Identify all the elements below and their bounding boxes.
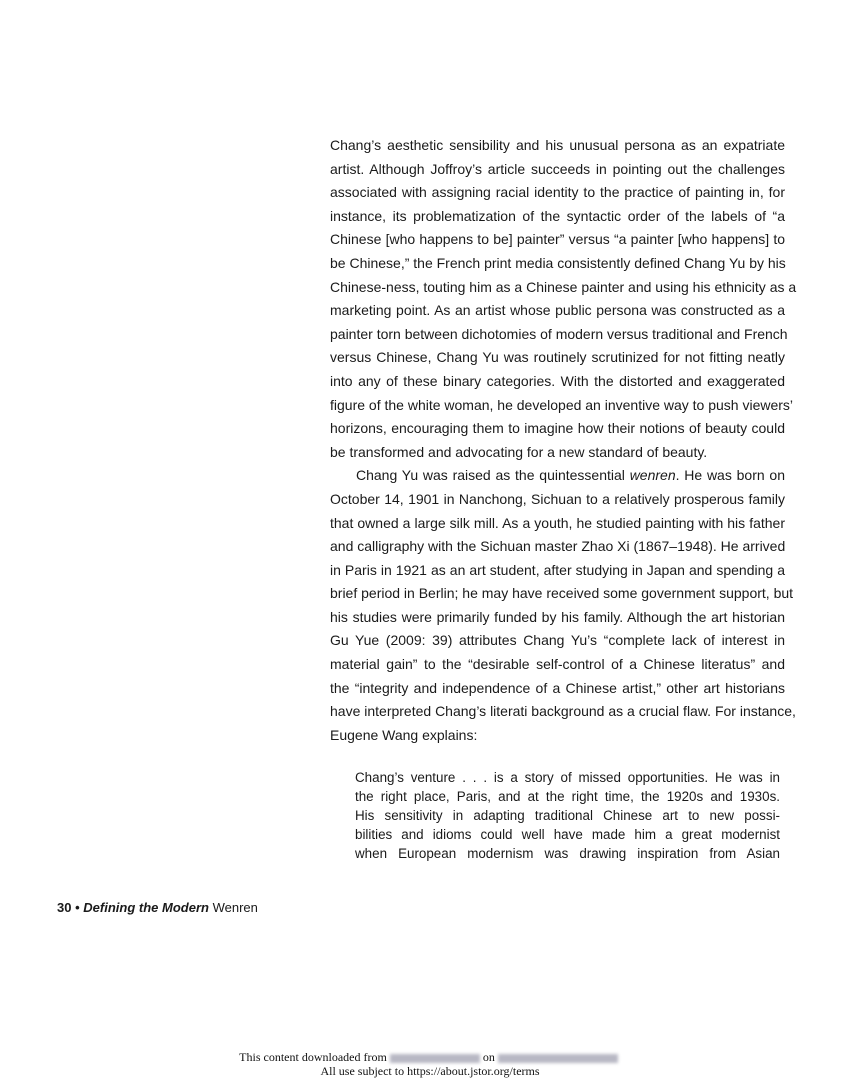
text-line: Chinese [who happens to be] painter” versus “a painter [who happens] to xyxy=(330,231,785,248)
paragraph-2 xyxy=(330,464,796,747)
redacted-date xyxy=(498,1054,618,1063)
text: This content downloaded from xyxy=(239,1050,387,1064)
text-line: the “integrity and independence of a Chinese artist,” other art historians xyxy=(330,679,785,696)
text-line: horizons, encouraging them to imagine how their notions of beauty could xyxy=(330,420,785,437)
text-line: Chang’s aesthetic sensibility and his unusual persona as an expatriate xyxy=(330,137,785,153)
text-line: artist. Although Joffroy’s article succeeds in pointing out the challenges xyxy=(330,160,785,177)
redacted-ip xyxy=(390,1054,480,1063)
text-line: Chang’s venture . . . is a story of missed opportunities. He was in xyxy=(355,770,780,785)
running-title-italic: Defining the Modern xyxy=(83,900,209,915)
text-line: the right place, Paris, and at the right time, the 1920s and 1930s. xyxy=(355,789,780,804)
paragraph-2-first-line xyxy=(330,464,785,488)
text-line: in Paris in 1921 as an art student, after studying in Japan and spending a xyxy=(330,561,785,578)
text-line: be transformed and advocating for a new standard of beauty. xyxy=(330,443,708,460)
text-line: bilities and idioms could well have made him a great modernist xyxy=(355,827,780,842)
text-line: instance, its problematization of the syntactic order of the labels of “a xyxy=(330,207,785,224)
text-line: Chinese-ness, touting him as a Chinese painter and using his ethnicity as a xyxy=(330,278,797,295)
text-line: when European modernism was drawing inspiration from Asian xyxy=(355,846,780,861)
main-body-text xyxy=(330,134,797,747)
text-line: figure of the white woman, he developed an inventive way to push viewers’ xyxy=(330,396,794,413)
text-line: into any of these binary categories. With the distorted and exaggerated xyxy=(330,372,785,389)
text-line: Gu Yue (2009: 39) attributes Chang Yu’s “complete lack of interest in xyxy=(330,632,785,649)
text-line: October 14, 1901 in Nanchong, Sichuan to a relatively prosperous family xyxy=(330,490,785,507)
text-line: his studies were primarily funded by his family. Although the art historian xyxy=(330,608,785,625)
text-line: brief period in Berlin; he may have received some government support, but xyxy=(330,585,794,602)
text: Chang Yu was raised as the quintessential xyxy=(356,467,630,484)
text-line: and calligraphy with the Sichuan master Zhao Xi (1867–1948). He arrived xyxy=(330,538,786,555)
text-line: versus Chinese, Chang Yu was routinely scrutinized for not fitting neatly xyxy=(330,349,785,366)
page-number: 30 xyxy=(57,900,72,915)
text: . He was born on xyxy=(675,467,785,484)
jstor-download-line xyxy=(0,1050,860,1064)
block-quote xyxy=(355,768,780,863)
jstor-terms-line: All use subject to https://about.jstor.org/terms xyxy=(320,1064,540,1078)
paragraph-1 xyxy=(330,134,797,464)
wenren-italic: wenren xyxy=(629,467,676,484)
text-line: painter torn between dichotomies of modern versus traditional and French xyxy=(330,325,788,342)
text: on xyxy=(482,1050,495,1064)
text-line: be Chinese,” the French print media consistently defined Chang Yu by his xyxy=(330,254,786,271)
text-line: have interpreted Chang’s literati background as a crucial flaw. For instance, xyxy=(330,703,796,720)
text-line: Eugene Wang explains: xyxy=(330,726,478,743)
running-footer xyxy=(57,900,258,915)
jstor-notice xyxy=(0,1050,860,1078)
text-line: marketing point. As an artist whose public persona was constructed as a xyxy=(330,302,785,319)
text-line: associated with assigning racial identity to the practice of painting in, for xyxy=(330,184,785,201)
text-line: His sensitivity in adapting traditional Chinese art to new possi- xyxy=(355,808,780,823)
text-line: material gain” to the “desirable self-control of a Chinese literatus” and xyxy=(330,656,785,673)
running-title-rest: Wenren xyxy=(212,900,258,915)
bullet: • xyxy=(75,900,80,915)
text-line: that owned a large silk mill. As a youth, he studied painting with his father xyxy=(330,514,785,531)
